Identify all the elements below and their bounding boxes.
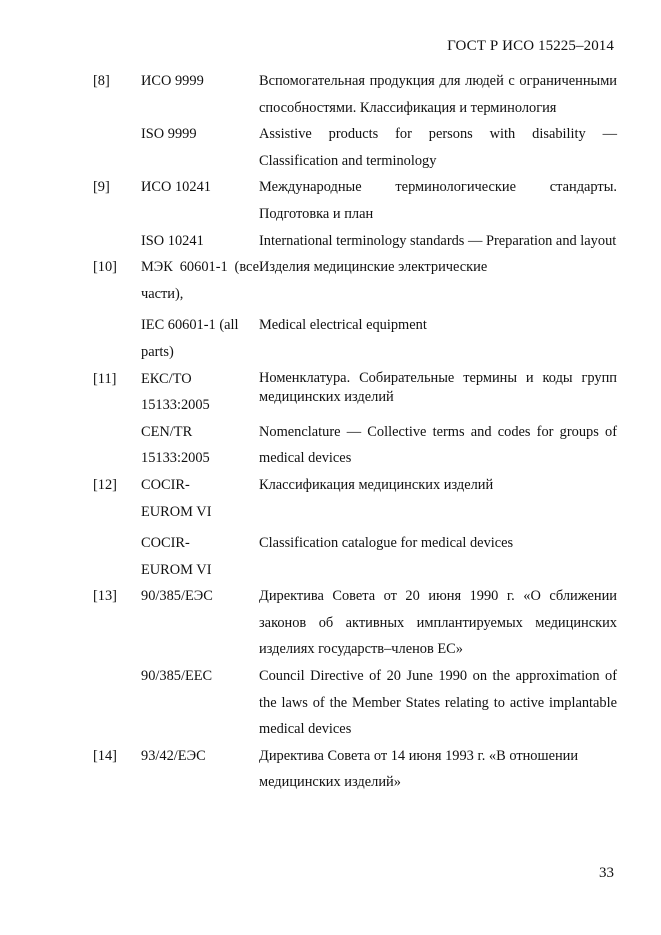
- reference-number: [13]: [93, 588, 117, 605]
- reference-code: COCIR-EUROM VI: [141, 535, 212, 578]
- reference-title: Директива Совета от 14 июня 1993 г. «В отношении медицинских изделий»: [259, 747, 579, 791]
- bibliography-entry-translation: [93, 228, 617, 255]
- document-header: ГОСТ Р ИСО 15225–2014: [447, 38, 614, 54]
- bibliography-entry-translation: [93, 121, 617, 174]
- reference-code: COCIR-EUROM VI: [141, 476, 212, 520]
- reference-title: International terminology standards — Preparation and layout: [259, 232, 617, 249]
- reference-title: Изделия медицинские электрические: [259, 259, 488, 276]
- reference-number: [12]: [93, 476, 117, 493]
- reference-code: IEC 60601-1 (all parts): [141, 317, 239, 360]
- reference-title: Assistive products for persons with disability — Classification and terminology: [259, 126, 617, 169]
- reference-number: [8]: [93, 73, 110, 89]
- reference-code: ИСО 10241: [141, 179, 211, 196]
- reference-number: [14]: [93, 747, 117, 764]
- bibliography-list: [93, 68, 617, 796]
- reference-title: Международные терминологические стандарты. Подготовка и план: [259, 179, 617, 222]
- reference-code: ISO 10241: [141, 232, 204, 249]
- reference-code: 90/385/EEC: [141, 668, 213, 685]
- bibliography-entry-translation: [93, 419, 617, 472]
- reference-code: ИСО 9999: [141, 73, 204, 89]
- bibliography-entry-translation: [93, 312, 617, 365]
- reference-number: [9]: [93, 179, 110, 196]
- reference-title: Classification catalogue for medical devices: [259, 535, 514, 552]
- reference-title: Директива Совета от 20 июня 1990 г. «О сближении законов об активных имплантируемых медицинских изделиях государств–членов ЕС»: [259, 588, 617, 658]
- reference-code: МЭК 60601-1 (все части),: [141, 259, 259, 302]
- bibliography-entry: [93, 743, 617, 796]
- bibliography-entry: [93, 472, 617, 525]
- reference-code: ISO 9999: [141, 126, 197, 143]
- reference-number: [10]: [93, 259, 117, 276]
- reference-code: 93/42/ЕЭС: [141, 747, 206, 764]
- reference-number: [11]: [93, 370, 117, 387]
- reference-title: Номенклатура. Собирательные термины и коды групп медицинских изделий: [259, 369, 617, 405]
- reference-title: Nomenclature — Collective terms and codes for groups of medical devices: [259, 423, 617, 467]
- reference-code: CEN/TR 15133:2005: [141, 423, 210, 467]
- reference-title: Вспомогательная продукция для людей с ограниченными способностями. Классификация и терминология: [259, 73, 617, 116]
- bibliography-entry-translation: [93, 530, 617, 583]
- page-number: 33: [599, 865, 614, 881]
- reference-title: Council Directive of 20 June 1990 on the approximation of the laws of the Member States relating to active implantable medical devices: [259, 668, 617, 738]
- bibliography-entry: [93, 366, 617, 419]
- reference-code: ЕКС/ТО 15133:2005: [141, 370, 210, 414]
- reference-title: Medical electrical equipment: [259, 317, 427, 334]
- bibliography-entry-translation: [93, 663, 617, 743]
- bibliography-entry: [93, 583, 617, 663]
- reference-title: Классификация медицинских изделий: [259, 476, 494, 493]
- bibliography-entry: [93, 174, 617, 227]
- bibliography-entry: [93, 68, 617, 121]
- bibliography-entry: [93, 254, 617, 307]
- reference-code: 90/385/ЕЭС: [141, 588, 213, 605]
